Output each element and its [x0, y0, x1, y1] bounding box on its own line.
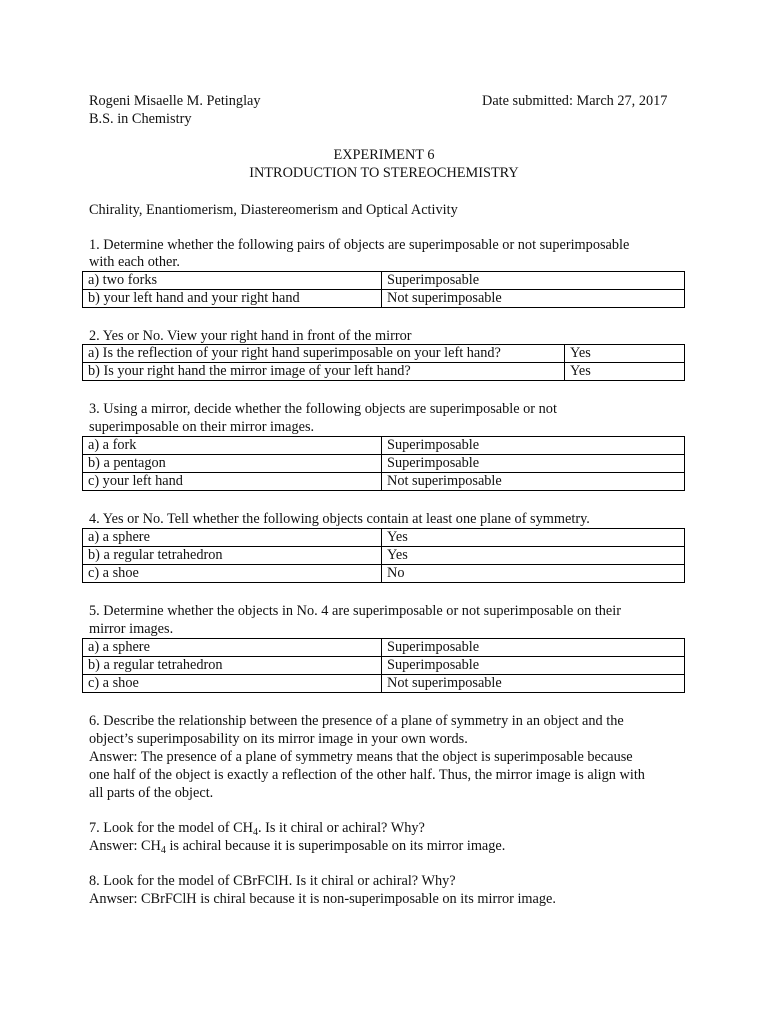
table-row [83, 657, 685, 675]
q2-table [82, 344, 685, 381]
q5-item: c) a shoe [83, 675, 382, 693]
q8-answer: Anwser: CBrFClH is chiral because it is non-superimposable on its mirror image. [89, 891, 556, 907]
section-subtitle: Chirality, Enantiomerism, Diastereomerism and Optical Activity [89, 202, 458, 218]
table-row [83, 473, 685, 491]
q2-item: b) Is your right hand the mirror image of your left hand? [83, 363, 565, 381]
table-row [83, 639, 685, 657]
q3-answer: Superimposable [382, 455, 685, 473]
q7-answer-subscript: 4 [160, 845, 166, 856]
q3-item: b) a pentagon [83, 455, 382, 473]
q5-table [82, 638, 685, 693]
q2-answer: Yes [565, 345, 685, 363]
q7-prompt-text-end: . Is it chiral or achiral? Why? [258, 820, 425, 836]
q5-item: a) a sphere [83, 639, 382, 657]
course: B.S. in Chemistry [89, 111, 192, 127]
q1-item: a) two forks [83, 272, 382, 290]
q4-answer: Yes [382, 529, 685, 547]
q5-answer: Superimposable [382, 639, 685, 657]
q3-prompt-line1: 3. Using a mirror, decide whether the following objects are superimposable or not [89, 401, 557, 417]
q1-prompt-line2: with each other. [89, 254, 180, 270]
q3-answer: Not superimposable [382, 473, 685, 491]
q6-answer-line1: Answer: The presence of a plane of symmetry means that the object is superimposable because [89, 749, 633, 765]
q3-prompt-line2: superimposable on their mirror images. [89, 419, 315, 435]
q4-item: b) a regular tetrahedron [83, 547, 382, 565]
q7-answer-text: Answer: CH [89, 838, 161, 854]
q6-prompt-line1: 6. Describe the relationship between the presence of a plane of symmetry in an object and the [89, 713, 624, 729]
q7-answer-text-end: is achiral because it is superimposable on its mirror image. [165, 838, 506, 854]
table-row [83, 437, 685, 455]
q2-answer: Yes [565, 363, 685, 381]
q6-answer-line2: one half of the object is exactly a reflection of the other half. Thus, the mirror image is align with [89, 767, 645, 783]
table-row [83, 290, 685, 308]
q1-table [82, 271, 685, 308]
table-row [83, 547, 685, 565]
q5-prompt-line2: mirror images. [89, 621, 174, 637]
q6-prompt-line2: object’s superimposability on its mirror image in your own words. [89, 731, 468, 747]
q7-prompt-subscript: 4 [253, 827, 258, 838]
q2-item: a) Is the reflection of your right hand superimposable on your left hand? [83, 345, 565, 363]
q1-answer: Superimposable [382, 272, 685, 290]
q8-prompt: 8. Look for the model of CBrFClH. Is it chiral or achiral? Why? [89, 873, 456, 889]
experiment-title: INTRODUCTION TO STEREOCHEMISTRY [249, 165, 519, 181]
q5-answer: Superimposable [382, 657, 685, 675]
table-row [83, 529, 685, 547]
q5-prompt-line1: 5. Determine whether the objects in No. 4 are superimposable or not superimposable on their [89, 603, 622, 619]
q3-table [82, 436, 685, 491]
author-name: Rogeni Misaelle M. Petinglay [89, 93, 261, 109]
table-row [83, 455, 685, 473]
q3-answer: Superimposable [382, 437, 685, 455]
q1-prompt-line1: 1. Determine whether the following pairs of objects are superimposable or not superimposable [89, 237, 630, 253]
q4-item: a) a sphere [83, 529, 382, 547]
q1-item: b) your left hand and your right hand [83, 290, 382, 308]
q4-answer: No [382, 565, 685, 583]
table-row [83, 675, 685, 693]
table-row [83, 363, 685, 381]
q7-answer [89, 837, 505, 858]
table-row [83, 565, 685, 583]
q5-answer: Not superimposable [382, 675, 685, 693]
table-row [83, 345, 685, 363]
q1-answer: Not superimposable [382, 290, 685, 308]
q2-prompt: 2. Yes or No. View your right hand in front of the mirror [89, 328, 412, 344]
q4-table [82, 528, 685, 583]
q6-answer-line3: all parts of the object. [89, 785, 214, 801]
q4-answer: Yes [382, 547, 685, 565]
q3-item: a) a fork [83, 437, 382, 455]
q3-item: c) your left hand [83, 473, 382, 491]
experiment-number: EXPERIMENT 6 [333, 147, 435, 163]
q5-item: b) a regular tetrahedron [83, 657, 382, 675]
table-row [83, 272, 685, 290]
q4-item: c) a shoe [83, 565, 382, 583]
q7-prompt-text: 7. Look for the model of CH [89, 820, 253, 836]
q4-prompt: 4. Yes or No. Tell whether the following objects contain at least one plane of symmetry. [89, 511, 590, 527]
date-submitted: Date submitted: March 27, 2017 [482, 93, 668, 109]
